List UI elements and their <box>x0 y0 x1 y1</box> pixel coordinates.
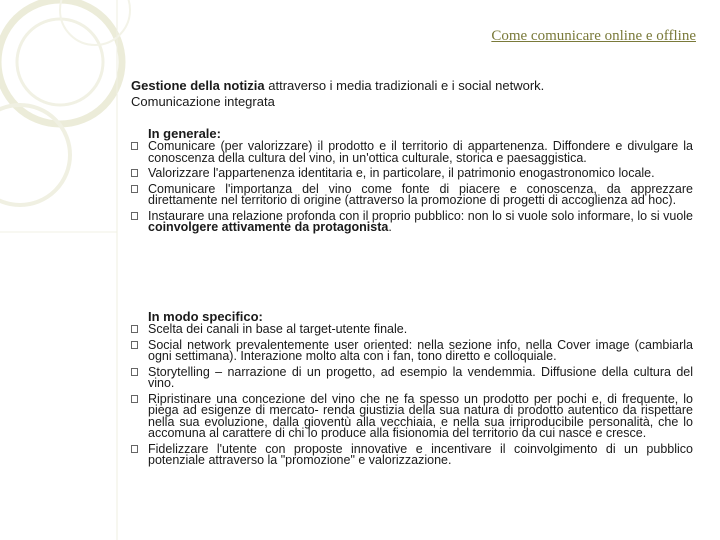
emphasis-text: coinvolgere attivamente da protagonista <box>148 220 389 234</box>
section-specific <box>131 309 693 471</box>
list-item: Fidelizzare l'utente con proposte innovative e incentivare il coinvolgimento di un pubblico potenziale attraverso la "promozione" e valorizzazione. <box>131 444 693 467</box>
list-item: Comunicare l'importanza del vino come fonte di piacere e conoscenza, da apprezzare direttamente nel territorio di origine (attraverso la promozione di progetti di accoglienza ad hoc). <box>131 184 693 207</box>
square-bullet-icon <box>131 325 138 333</box>
square-bullet-icon <box>131 212 138 220</box>
list-item: Storytelling – narrazione di un progetto, ad esempio la vendemmia. Diffusione della cultura del vino. <box>131 367 693 390</box>
square-bullet-icon <box>131 169 138 177</box>
list-item: Instaurare una relazione profonda con il proprio pubblico: non lo si vuole solo informare, lo si vuole coinvolgere attivamente da protagonista. <box>131 211 693 234</box>
square-bullet-icon <box>131 395 138 403</box>
square-bullet-icon <box>131 341 138 349</box>
list-item: Valorizzare l'appartenenza identitaria e, in particolare, il patrimonio enogastronomico locale. <box>131 168 693 180</box>
list-item: Comunicare (per valorizzare) il prodotto e il territorio di appartenenza. Diffondere e divulgare la conoscenza della cultura del vino, in un'ottica culturale, storica e paesaggistica. <box>131 141 693 164</box>
section-heading-general: In generale: <box>148 126 221 141</box>
intro-paragraph <box>131 78 691 110</box>
section-general <box>131 126 693 238</box>
bullet-list-general <box>131 141 693 234</box>
slide-title: Come comunicare online e offline <box>491 28 696 44</box>
square-bullet-icon <box>131 368 138 376</box>
square-bullet-icon <box>131 185 138 193</box>
intro-bold: Gestione della notizia <box>131 78 265 93</box>
intro-line2: Comunicazione integrata <box>131 94 275 109</box>
list-item: Ripristinare una concezione del vino che ne fa spesso un prodotto per pochi e, di frequente, lo piega ad esigenze di mercato- renda giustizia della sua natura di prodotto autentico da rispettare nella sua evoluzione, dalla gioventù alla vecchiaia, e nella sua irriproducibile personalità, che lo accomuna al carattere di chi lo produce alla fisionomia del territorio da cui nasce e cresce. <box>131 394 693 440</box>
square-bullet-icon <box>131 142 138 150</box>
intro-text: attraverso i media tradizionali e i social network. <box>264 78 545 93</box>
list-item: Social network prevalentemente user oriented: nella sezione info, nella Cover image (cambiarla ogni settimana). Interazione molto alta con i fan, tono diretto e colloquiale. <box>131 340 693 363</box>
bullet-list-specific <box>131 324 693 467</box>
section-heading-specific: In modo specifico: <box>148 309 263 324</box>
list-item: Scelta dei canali in base al target-utente finale. <box>131 324 693 336</box>
square-bullet-icon <box>131 445 138 453</box>
